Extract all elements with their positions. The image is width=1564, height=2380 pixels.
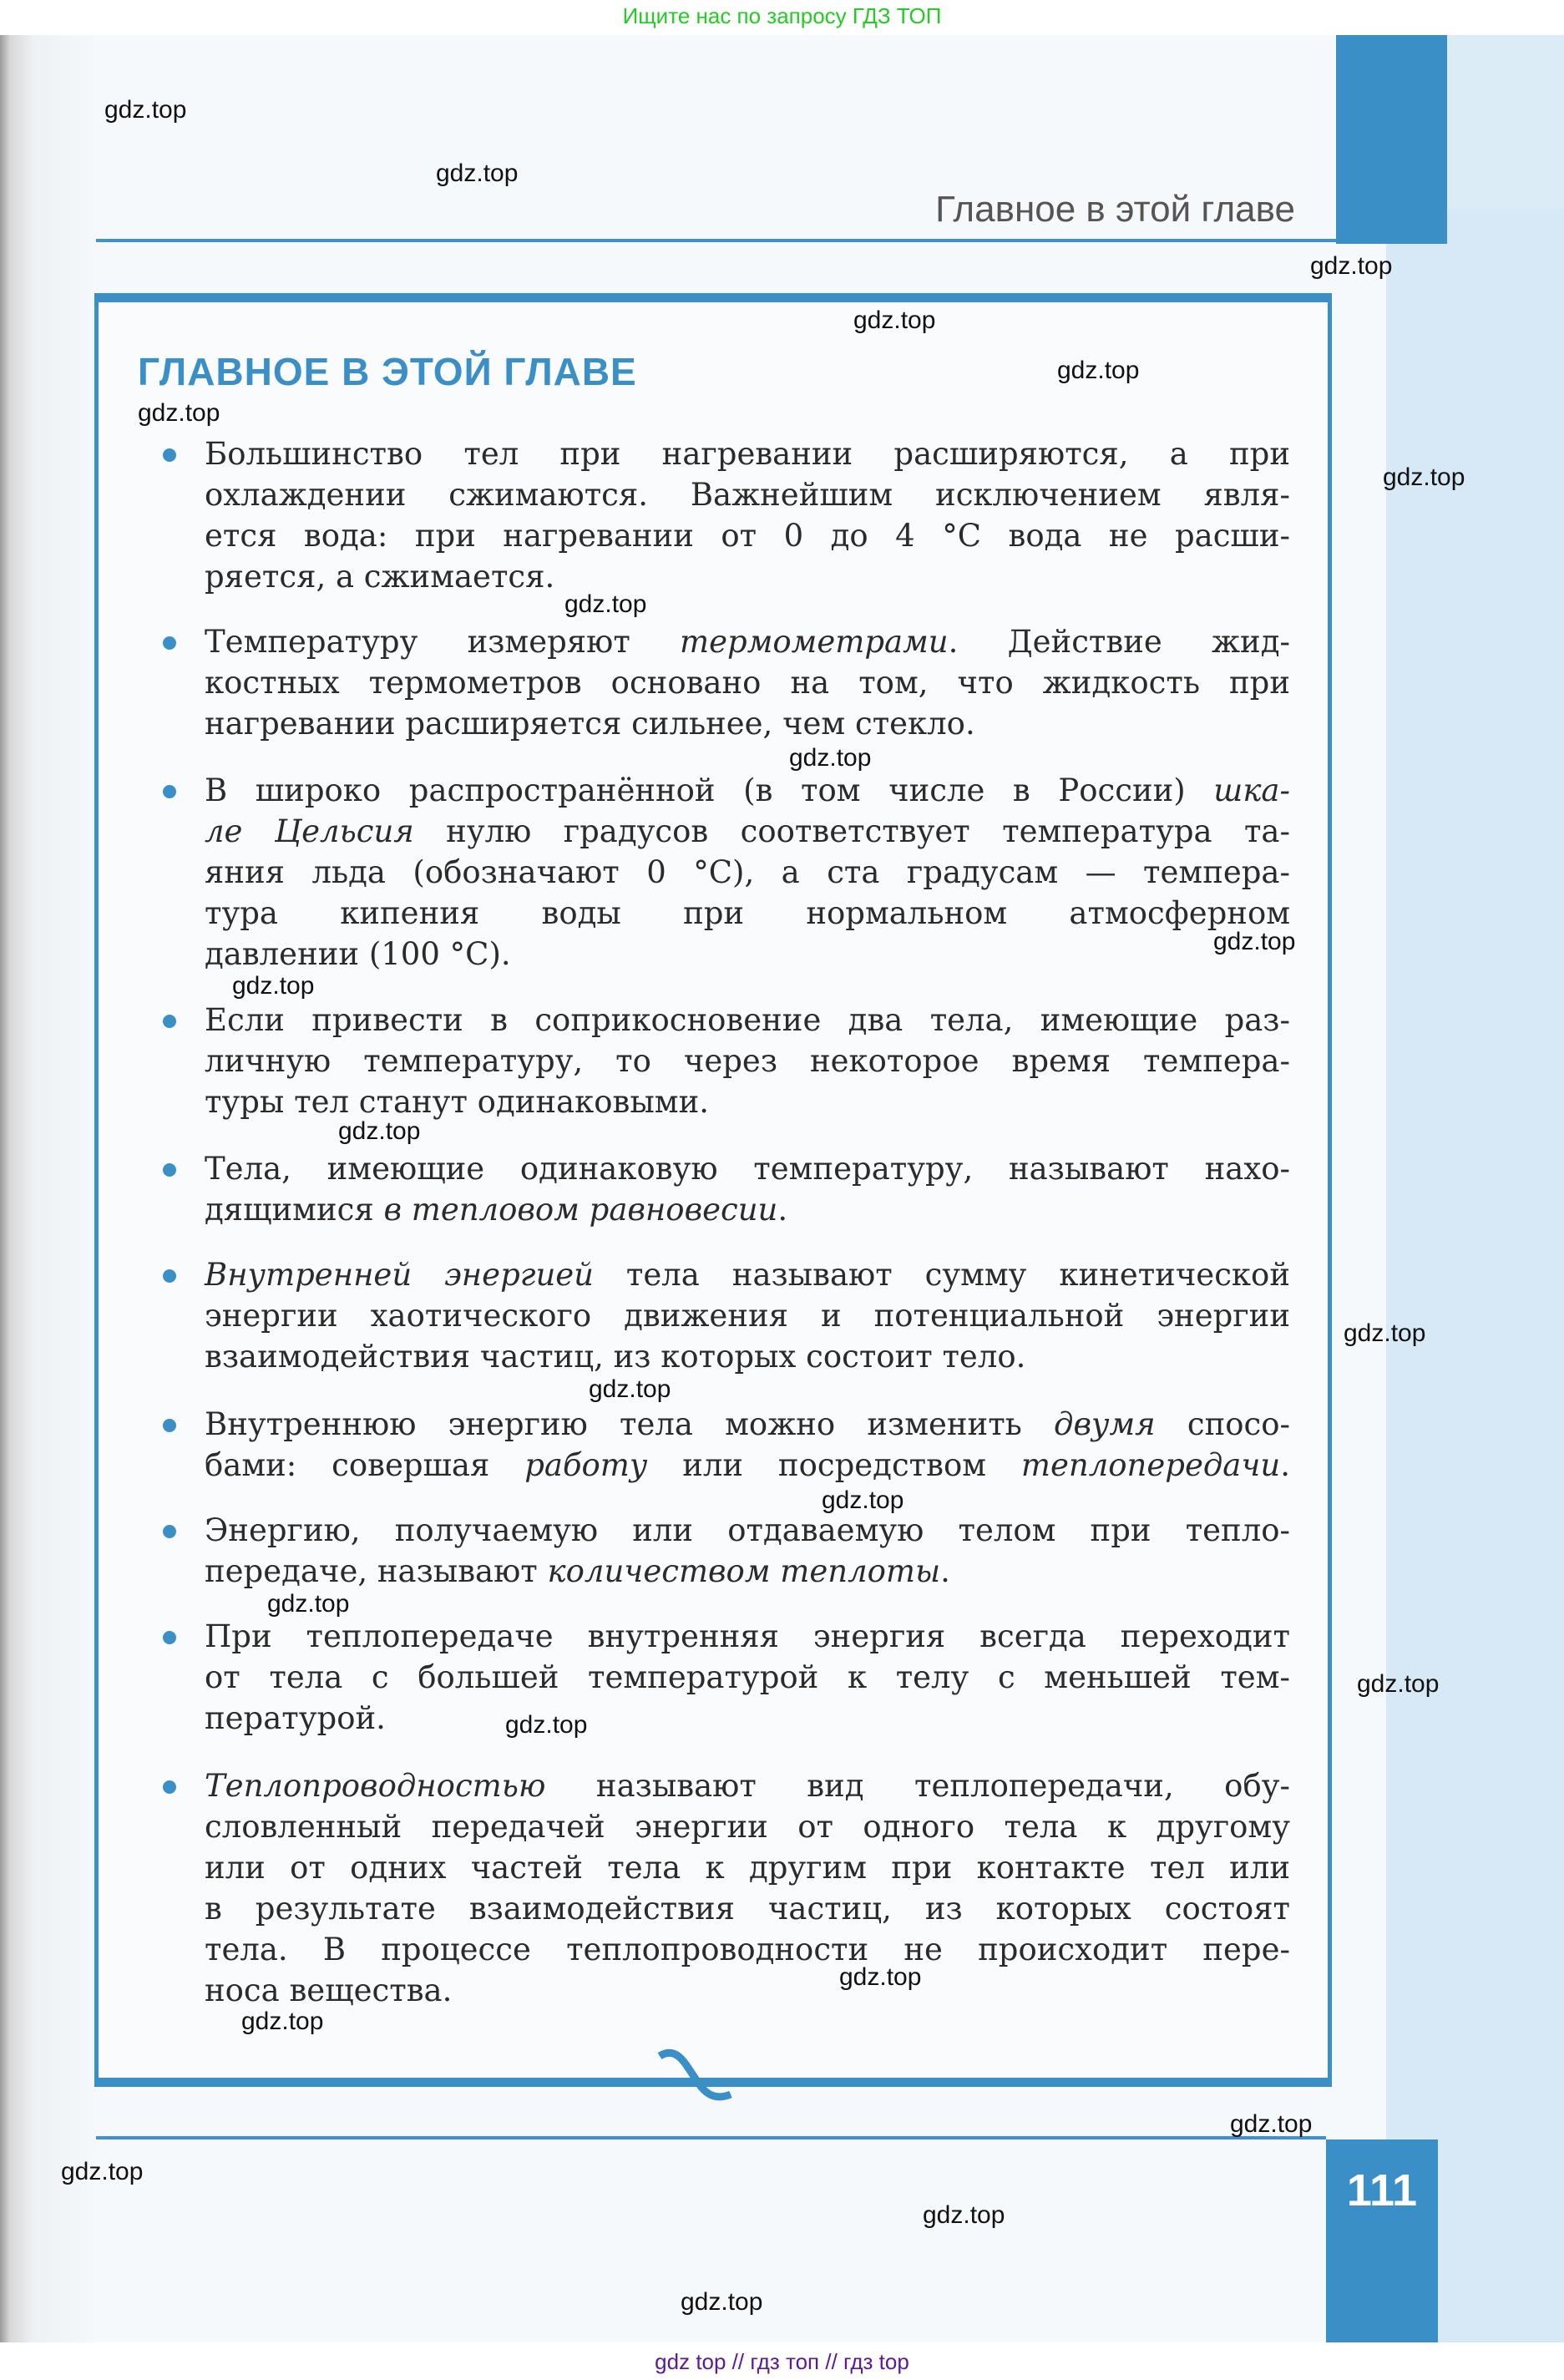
summary-item — [163, 770, 1290, 975]
summary-item — [163, 1254, 1290, 1377]
text-line — [205, 1657, 1290, 1698]
term-italic: двумя — [1054, 1406, 1156, 1442]
text-line — [205, 1295, 1290, 1336]
term-italic: шка- — [1213, 772, 1290, 808]
term-italic: количеством теплоты — [547, 1553, 941, 1589]
summary-item — [163, 621, 1290, 744]
text-segment: тура кипения воды при нормальном атмосферном — [205, 895, 1290, 931]
watermark-text: gdz.top — [1057, 357, 1140, 384]
text-segment: охлаждении сжимаются. Важнейшим исключением явля- — [205, 477, 1290, 513]
text-segment: Внутреннюю энергию тела можно изменить — [205, 1406, 1055, 1442]
text-segment: тела называют сумму кинетической — [594, 1257, 1290, 1293]
page-number: 111 — [1346, 2165, 1418, 2215]
text-line — [205, 474, 1290, 515]
bullet-icon — [163, 1269, 176, 1283]
watermark-text: gdz.top — [923, 2201, 1005, 2229]
bullet-icon — [163, 1419, 176, 1432]
bottom-banner-text: gdz top // гдз топ // гдз top — [655, 2349, 909, 2374]
term-italic: в тепловом равновесии — [383, 1192, 778, 1228]
text-segment: . — [777, 1192, 788, 1228]
summary-item — [163, 1404, 1290, 1486]
text-segment: словленный передачей энергии от одного тела к другому — [205, 1809, 1290, 1845]
header-divider — [96, 239, 1336, 242]
text-segment: энергии хаотического движения и потенциальной энергии — [205, 1298, 1290, 1334]
text-line — [205, 1081, 1290, 1122]
watermark-text: gdz.top — [1213, 928, 1296, 955]
watermark-text: gdz.top — [853, 306, 936, 334]
watermark-text: gdz.top — [241, 2008, 324, 2035]
bullet-icon — [163, 785, 176, 798]
watermark-text: gdz.top — [839, 1963, 922, 1991]
text-line — [205, 1041, 1290, 1081]
bullet-icon — [163, 1631, 176, 1644]
term-italic: теплопередачи — [1020, 1447, 1281, 1483]
watermark-text: gdz.top — [789, 744, 872, 772]
text-line — [205, 770, 1290, 811]
watermark-text: gdz.top — [589, 1375, 671, 1403]
term-italic: Внутренней энергией — [205, 1257, 595, 1293]
page-edge-strip — [1447, 35, 1564, 219]
watermark-text: gdz.top — [138, 399, 220, 427]
text-segment: пературой. — [205, 1700, 386, 1736]
summary-item — [163, 433, 1290, 597]
text-segment: взаимодействия частиц, из которых состоит тело. — [205, 1339, 1026, 1375]
text-line — [205, 1765, 1290, 1806]
text-segment: или от одних частей тела к другим при контакте тел или — [205, 1850, 1290, 1886]
watermark-text: gdz.top — [338, 1117, 421, 1145]
watermark-text: gdz.top — [822, 1486, 904, 1514]
text-segment: тела. В процессе теплопроводности не происходит пере- — [205, 1932, 1290, 1967]
text-line — [205, 1445, 1290, 1486]
text-segment: ется вода: при нагревании от 0 до 4 °С вода не расши- — [205, 518, 1290, 554]
bullet-icon — [163, 636, 176, 650]
text-line — [205, 1929, 1290, 1970]
top-banner — [0, 0, 1564, 35]
text-segment: Тела, имеющие одинаковую температуру, называют нахо- — [205, 1151, 1290, 1187]
text-segment: дящимися — [205, 1192, 384, 1228]
text-line — [205, 1847, 1290, 1888]
text-line — [205, 1510, 1290, 1551]
text-segment: носа вещества. — [205, 1972, 453, 2008]
text-line — [205, 1551, 1290, 1592]
text-segment: в результате взаимодействия частиц, из которых состоят — [205, 1891, 1290, 1927]
text-segment: передаче, называют — [205, 1553, 548, 1589]
text-segment: или посредством — [647, 1447, 1021, 1483]
text-line — [205, 621, 1290, 662]
text-segment: давлении (100 °С). — [205, 936, 511, 972]
summary-item — [163, 1616, 1290, 1739]
text-line — [205, 1888, 1290, 1929]
text-segment: . Действие жид- — [948, 624, 1290, 660]
text-segment: называют вид теплопередачи, обу- — [545, 1768, 1290, 1804]
text-segment: Если привести в соприкосновение два тела, имеющие раз- — [205, 1002, 1290, 1038]
text-segment: Энергию, получаемую или отдаваемую телом при тепло- — [205, 1512, 1290, 1548]
text-segment: Температуру измеряют — [205, 624, 681, 660]
text-segment: туры тел станут одинаковыми. — [205, 1084, 709, 1120]
text-line — [205, 433, 1290, 474]
term-italic: термометрами — [680, 624, 949, 660]
text-segment: бами: совершая — [205, 1447, 525, 1483]
term-italic: ле Цельсия — [205, 813, 414, 849]
bullet-icon — [163, 1525, 176, 1538]
term-italic: работу — [524, 1447, 648, 1483]
summary-item — [163, 1510, 1290, 1592]
summary-item — [163, 1765, 1290, 2011]
watermark-text: gdz.top — [1310, 252, 1393, 280]
bullet-icon — [163, 448, 176, 462]
text-line — [205, 556, 1290, 597]
watermark-text: gdz.top — [1357, 1670, 1440, 1698]
text-line — [205, 515, 1290, 556]
text-line — [205, 1189, 1290, 1230]
text-segment: ряется, а сжимается. — [205, 559, 555, 595]
summary-item — [163, 1148, 1290, 1230]
text-segment: . — [940, 1553, 950, 1589]
watermark-text: gdz.top — [1383, 463, 1465, 491]
text-line — [205, 811, 1290, 852]
text-segment: нулю градусов соответствует температура та- — [413, 813, 1290, 849]
watermark-text: gdz.top — [681, 2288, 763, 2316]
text-segment: яния льда (обозначают 0 °С), а ста градусам — темпера- — [205, 854, 1290, 890]
watermark-text: gdz.top — [436, 160, 519, 187]
text-line — [205, 934, 1290, 975]
text-segment: костных термометров основано на том, что жидкость при — [205, 665, 1290, 701]
text-segment: . — [1280, 1447, 1290, 1483]
running-header: Главное в этой главе — [935, 189, 1295, 230]
summary-item — [163, 1000, 1290, 1122]
text-segment: нагревании расширяется сильнее, чем стекло. — [205, 706, 975, 742]
text-line — [205, 1698, 1290, 1739]
watermark-text: gdz.top — [267, 1590, 350, 1618]
text-segment: Большинство тел при нагревании расширяются, а при — [205, 436, 1290, 472]
header-color-block — [1336, 35, 1447, 244]
bullet-icon — [163, 1015, 176, 1028]
watermark-text: gdz.top — [232, 972, 315, 1000]
watermark-text: gdz.top — [1230, 2110, 1313, 2138]
text-segment: от тела с большей температурой к телу с меньшей тем- — [205, 1659, 1290, 1695]
wave-ornament-icon — [651, 2046, 752, 2104]
text-line — [205, 703, 1290, 744]
text-segment: В широко распространённой (в том числе в России) — [205, 772, 1214, 808]
bullet-icon — [163, 1163, 176, 1177]
text-line — [205, 1254, 1290, 1295]
text-line — [205, 893, 1290, 934]
text-line — [205, 1970, 1290, 2011]
watermark-text: gdz.top — [505, 1711, 588, 1739]
text-line — [205, 1806, 1290, 1847]
term-italic: Теплопроводностью — [205, 1768, 546, 1804]
page-number-block — [1326, 2139, 1438, 2342]
watermark-text: gdz.top — [564, 590, 647, 618]
text-line — [205, 1336, 1290, 1377]
page-edge-strip — [1386, 209, 1564, 2342]
watermark-text: gdz.top — [61, 2158, 144, 2185]
text-segment: спосо- — [1155, 1406, 1291, 1442]
bottom-banner — [0, 2342, 1564, 2380]
footer-divider — [96, 2136, 1326, 2139]
text-line — [205, 1404, 1290, 1445]
top-banner-text: Ищите нас по запросу ГДЗ ТОП — [622, 3, 942, 28]
text-line — [205, 1000, 1290, 1041]
text-line — [205, 662, 1290, 703]
text-line — [205, 852, 1290, 893]
watermark-text: gdz.top — [104, 96, 187, 124]
text-line — [205, 1616, 1290, 1657]
text-line — [205, 1148, 1290, 1189]
summary-title: ГЛАВНОЕ В ЭТОЙ ГЛАВЕ — [138, 350, 637, 393]
bullet-icon — [163, 1780, 176, 1794]
text-segment: При теплопередаче внутренняя энергия всегда переходит — [205, 1618, 1290, 1654]
text-segment: личную температуру, то через некоторое время темпера- — [205, 1043, 1290, 1079]
watermark-text: gdz.top — [1344, 1319, 1426, 1347]
